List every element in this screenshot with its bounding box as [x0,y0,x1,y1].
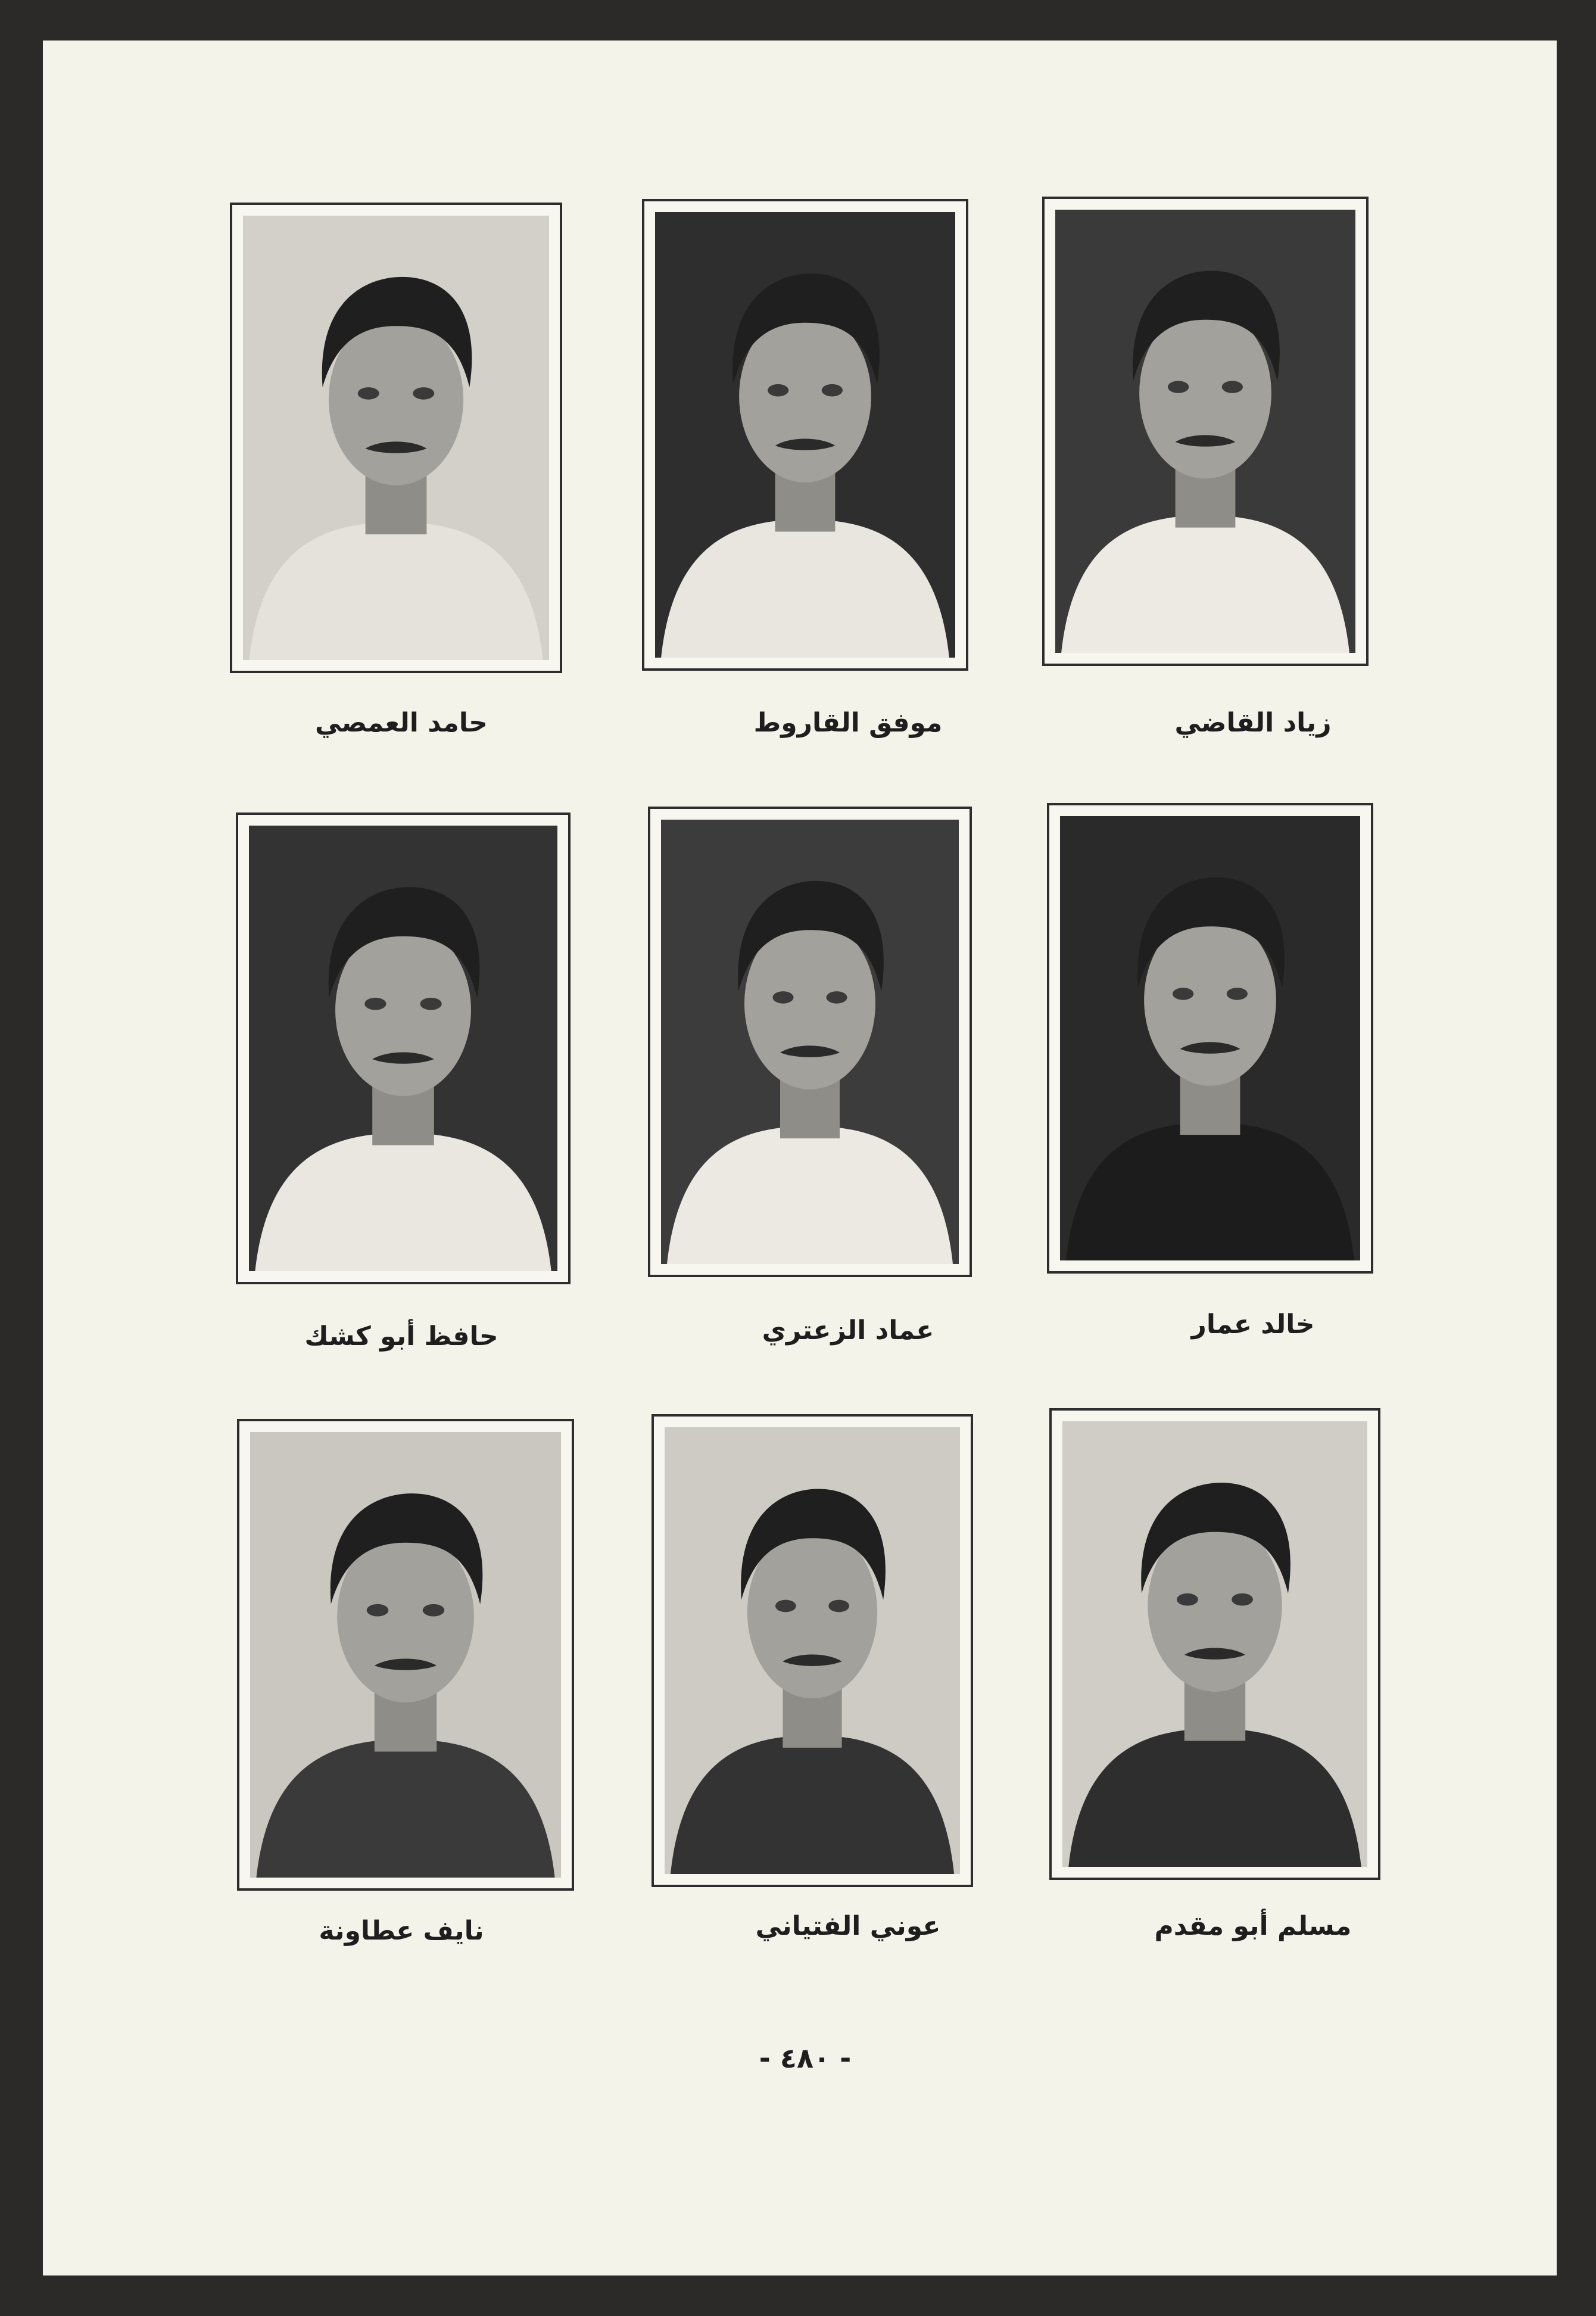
portrait-caption: نايف عطاونة [319,1916,484,1946]
right-eye-shape [423,1604,445,1617]
portrait-photo [665,1427,960,1874]
portrait-frame-khaled-ammar [1047,803,1373,1274]
right-eye-shape [413,387,434,400]
left-eye-shape [1168,381,1189,393]
left-eye-shape [1173,988,1193,1000]
portrait-frame-hafez-abu-kishk [236,813,571,1284]
left-eye-shape [775,1600,796,1613]
right-eye-shape [1222,381,1243,393]
portrait-image [1055,210,1355,653]
portrait-frame-muwaffaq-alqarut [642,199,968,671]
portrait-caption: مسلم أبو مقدم [1154,1911,1352,1941]
portrait-image [665,1427,960,1874]
portrait-photo [655,212,955,658]
portrait-photo [661,820,959,1264]
portrait-caption: خالد عمار [1191,1309,1315,1340]
portrait-frame-muslim-abu-muqaddam [1049,1408,1380,1880]
portrait-image [250,1432,561,1878]
right-eye-shape [1232,1593,1253,1606]
left-eye-shape [773,991,794,1004]
right-eye-shape [822,384,843,397]
portrait-image [1062,1421,1367,1867]
portrait-photo [1055,210,1355,653]
portrait-image [655,212,955,658]
portrait-photo [249,826,557,1271]
portrait-caption: عماد الزعتري [762,1315,934,1346]
portrait-caption: عوني الفتياني [755,1911,941,1941]
page-number: - ٤٨٠ - [759,2042,852,2074]
left-eye-shape [358,387,379,400]
portrait-frame-imad-alzaatari [648,807,972,1277]
portrait-image [1060,816,1360,1260]
left-eye-shape [364,998,386,1010]
document-page [43,41,1557,2275]
portrait-photo [1062,1421,1367,1867]
right-eye-shape [1227,988,1248,1000]
portrait-frame-nayef-atawneh [237,1419,574,1891]
portrait-caption: موفق القاروط [753,708,943,738]
portrait-image [661,820,959,1264]
left-eye-shape [367,1604,389,1617]
portrait-frame-awni-alfityani [652,1414,973,1887]
right-eye-shape [828,1600,849,1613]
portrait-photo [243,216,549,660]
portrait-caption: زياد القاضي [1174,708,1332,738]
left-eye-shape [768,384,788,397]
left-eye-shape [1177,1593,1198,1606]
portrait-frame-hamed-alamsi [230,203,562,673]
portrait-photo [1060,816,1360,1260]
portrait-caption: حامد العمصي [314,708,488,738]
portrait-frame-ziad-alqadi [1042,197,1369,666]
right-eye-shape [827,991,847,1004]
portrait-caption: حافظ أبو كشك [304,1321,498,1352]
portrait-photo [250,1432,561,1878]
portrait-image [243,216,549,660]
portrait-image [249,826,557,1271]
right-eye-shape [420,998,441,1010]
